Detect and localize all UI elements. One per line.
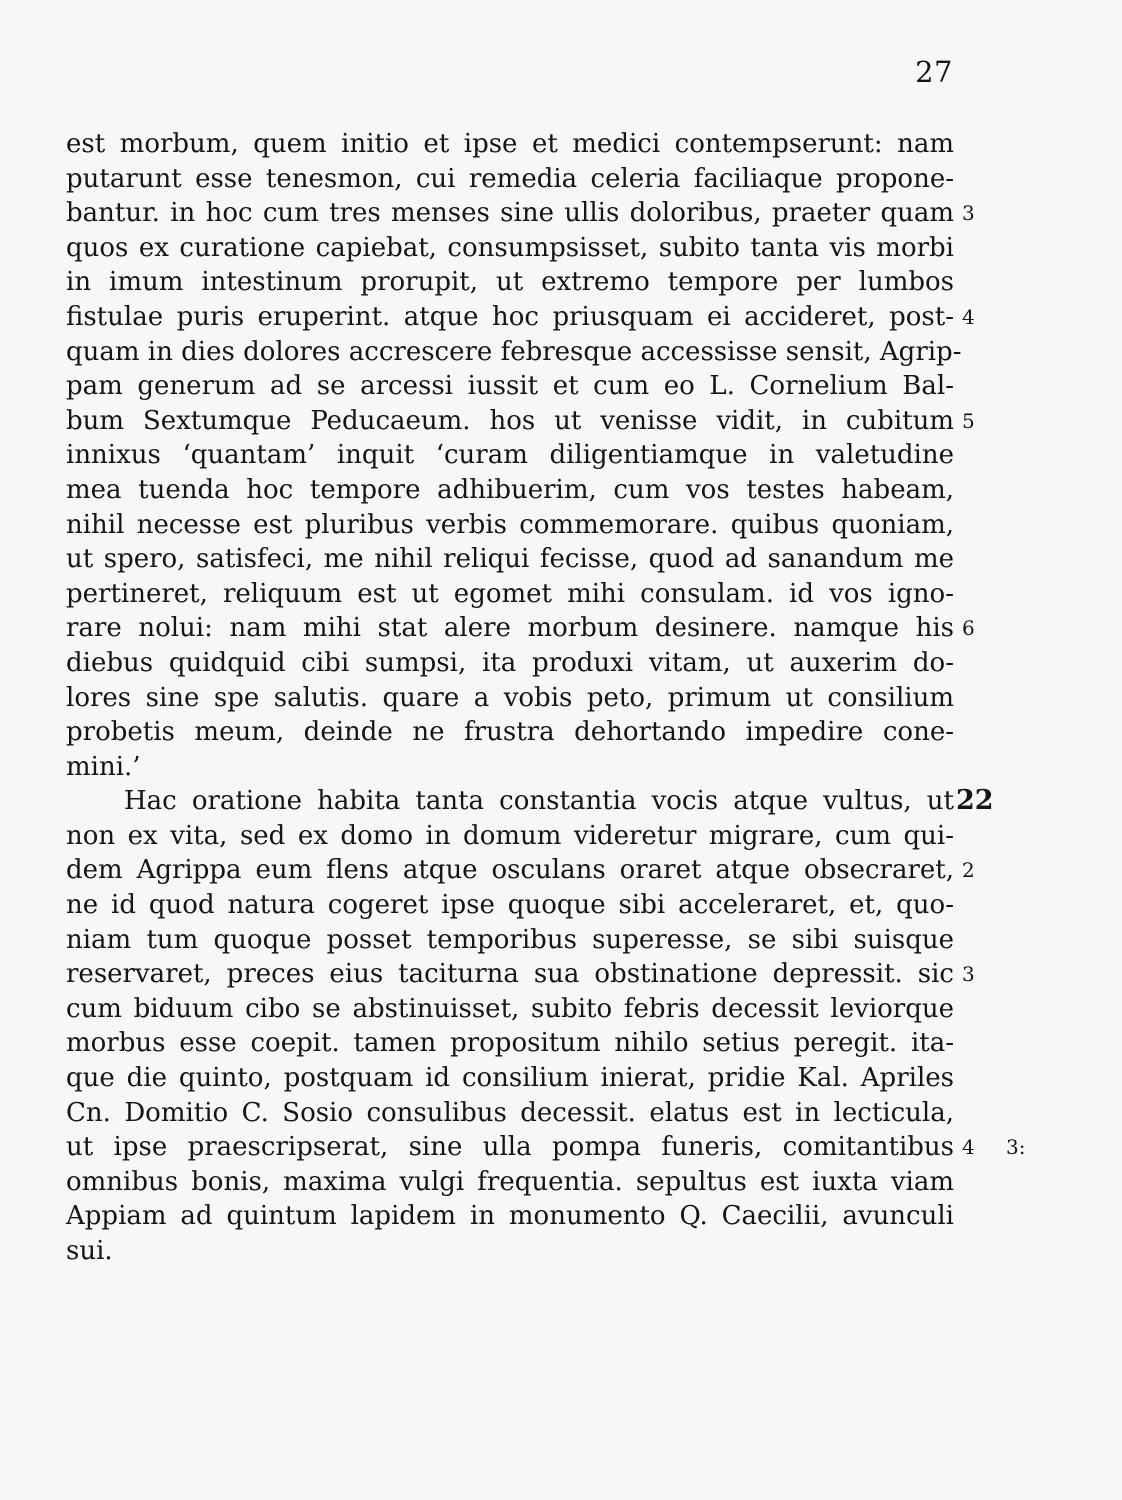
line-text: mini.’ — [66, 751, 141, 782]
text-line — [66, 508, 954, 543]
section-number: 4 — [962, 304, 975, 329]
text-line — [66, 577, 954, 612]
page-number: 27 — [915, 55, 953, 89]
text-line — [66, 127, 954, 162]
line-text: mea tuenda hoc tempore adhibuerim, cum vos testes habeam, — [66, 474, 954, 505]
text-line — [66, 231, 954, 266]
text-line — [66, 646, 954, 681]
line-text: Appiam ad quintum lapidem in monumento Q. Caecilii, avunculi — [66, 1201, 954, 1232]
text-line — [66, 438, 954, 473]
text-line — [66, 611, 975, 646]
section-number: 2 — [962, 858, 975, 883]
text-line — [66, 369, 954, 404]
section-number: 4 — [962, 1135, 975, 1160]
line-text: niam tum quoque posset temporibus superesse, se sibi suisque — [66, 924, 954, 955]
text-line — [66, 1026, 954, 1061]
text-line — [66, 992, 954, 1027]
line-text: quos ex curatione capiebat, consumpsisset, subito tanta vis morbi — [66, 232, 954, 263]
text-line — [66, 957, 975, 992]
text-line — [66, 196, 975, 231]
line-text: que die quinto, postquam id consilium inierat, pridie Kal. Apriles — [66, 1063, 954, 1094]
section-number: 6 — [962, 616, 975, 641]
line-text: non ex vita, sed ex domo in domum videretur migrare, cum qui- — [66, 820, 954, 851]
line-text: bum Sextumque Peducaeum. hos ut venisse vidit, in cubitum — [66, 405, 954, 436]
line-text: rare nolui: nam mihi stat alere morbum desinere. namque his — [66, 613, 954, 644]
far-margin-number: 3: — [1006, 1135, 1026, 1160]
text-line — [66, 853, 975, 888]
text-line — [66, 784, 994, 819]
line-text: diebus quidquid cibi sumpsi, ita produxi vitam, ut auxerim do- — [66, 647, 954, 678]
line-text: Cn. Domitio C. Sosio consulibus decessit. elatus est in lecticula, — [66, 1097, 954, 1128]
text-line — [66, 300, 975, 335]
line-text: omnibus bonis, maxima vulgi frequentia. sepultus est iuxta viam — [66, 1166, 954, 1197]
line-text: in imum intestinum prorupit, ut extremo tempore per lumbos — [66, 267, 954, 298]
text-line — [66, 923, 954, 958]
line-text: fistulae puris eruperint. atque hoc priusquam ei accideret, post- — [66, 301, 954, 332]
line-text: bantur. in hoc cum tres menses sine ullis doloribus, praeter quam — [66, 198, 954, 229]
text-line — [66, 750, 954, 785]
line-text: quam in dies dolores accrescere febresque accessisse sensit, Agrip- — [66, 336, 962, 367]
line-text: ut ipse praescripserat, sine ulla pompa funeris, comitantibus — [66, 1132, 954, 1163]
latin-text-block — [66, 127, 1026, 1269]
text-line — [66, 1096, 954, 1131]
section-number: 3 — [962, 962, 975, 987]
chapter-number: 22 — [956, 785, 994, 817]
line-text: dem Agrippa eum flens atque osculans oraret atque obsecraret, — [66, 855, 954, 886]
section-number: 3 — [962, 201, 975, 226]
line-text: cum biduum cibo se abstinuisset, subito febris decessit leviorque — [66, 993, 954, 1024]
line-text: ne id quod natura cogeret ipse quoque sibi acceleraret, et, quo- — [66, 890, 954, 921]
line-text: ut spero, satisfeci, me nihil reliqui fecisse, quod ad sanandum me — [66, 544, 954, 575]
text-line — [66, 715, 954, 750]
text-line — [66, 1061, 954, 1096]
text-line — [66, 265, 954, 300]
text-line — [66, 162, 954, 197]
line-text: est morbum, quem initio et ipse et medici contempserunt: nam — [66, 129, 954, 159]
text-line — [66, 473, 954, 508]
line-text: lores sine spe salutis. quare a vobis peto, primum ut consilium — [66, 682, 954, 713]
line-text: nihil necesse est pluribus verbis commemorare. quibus quoniam, — [66, 509, 954, 540]
line-text: Hac oratione habita tanta constantia vocis atque vultus, ut — [124, 786, 954, 817]
line-text: sui. — [66, 1236, 113, 1266]
line-text: morbus esse coepit. tamen propositum nihilo setius peregit. ita- — [66, 1028, 954, 1059]
text-line — [66, 1130, 1026, 1165]
text-line — [66, 404, 975, 439]
line-text: reservaret, preces eius taciturna sua obstinatione depressit. sic — [66, 959, 954, 990]
text-line — [66, 1234, 954, 1269]
text-line — [66, 542, 954, 577]
text-line — [66, 681, 954, 716]
text-line — [66, 335, 962, 370]
text-line — [66, 888, 954, 923]
line-text: pam generum ad se arcessi iussit et cum eo L. Cornelium Bal- — [66, 371, 954, 402]
line-text: probetis meum, deinde ne frustra dehortando impedire cone- — [66, 717, 954, 748]
line-text: pertineret, reliquum est ut egomet mihi consulam. id vos igno- — [66, 578, 954, 609]
text-line — [66, 819, 954, 854]
line-text: putarunt esse tenesmon, cui remedia celeria faciliaque propone- — [66, 163, 954, 194]
text-line — [66, 1199, 954, 1234]
text-line — [66, 1165, 954, 1200]
line-text: innixus ‘quantam’ inquit ‘curam diligentiamque in valetudine — [66, 440, 954, 471]
section-number: 5 — [962, 408, 975, 433]
